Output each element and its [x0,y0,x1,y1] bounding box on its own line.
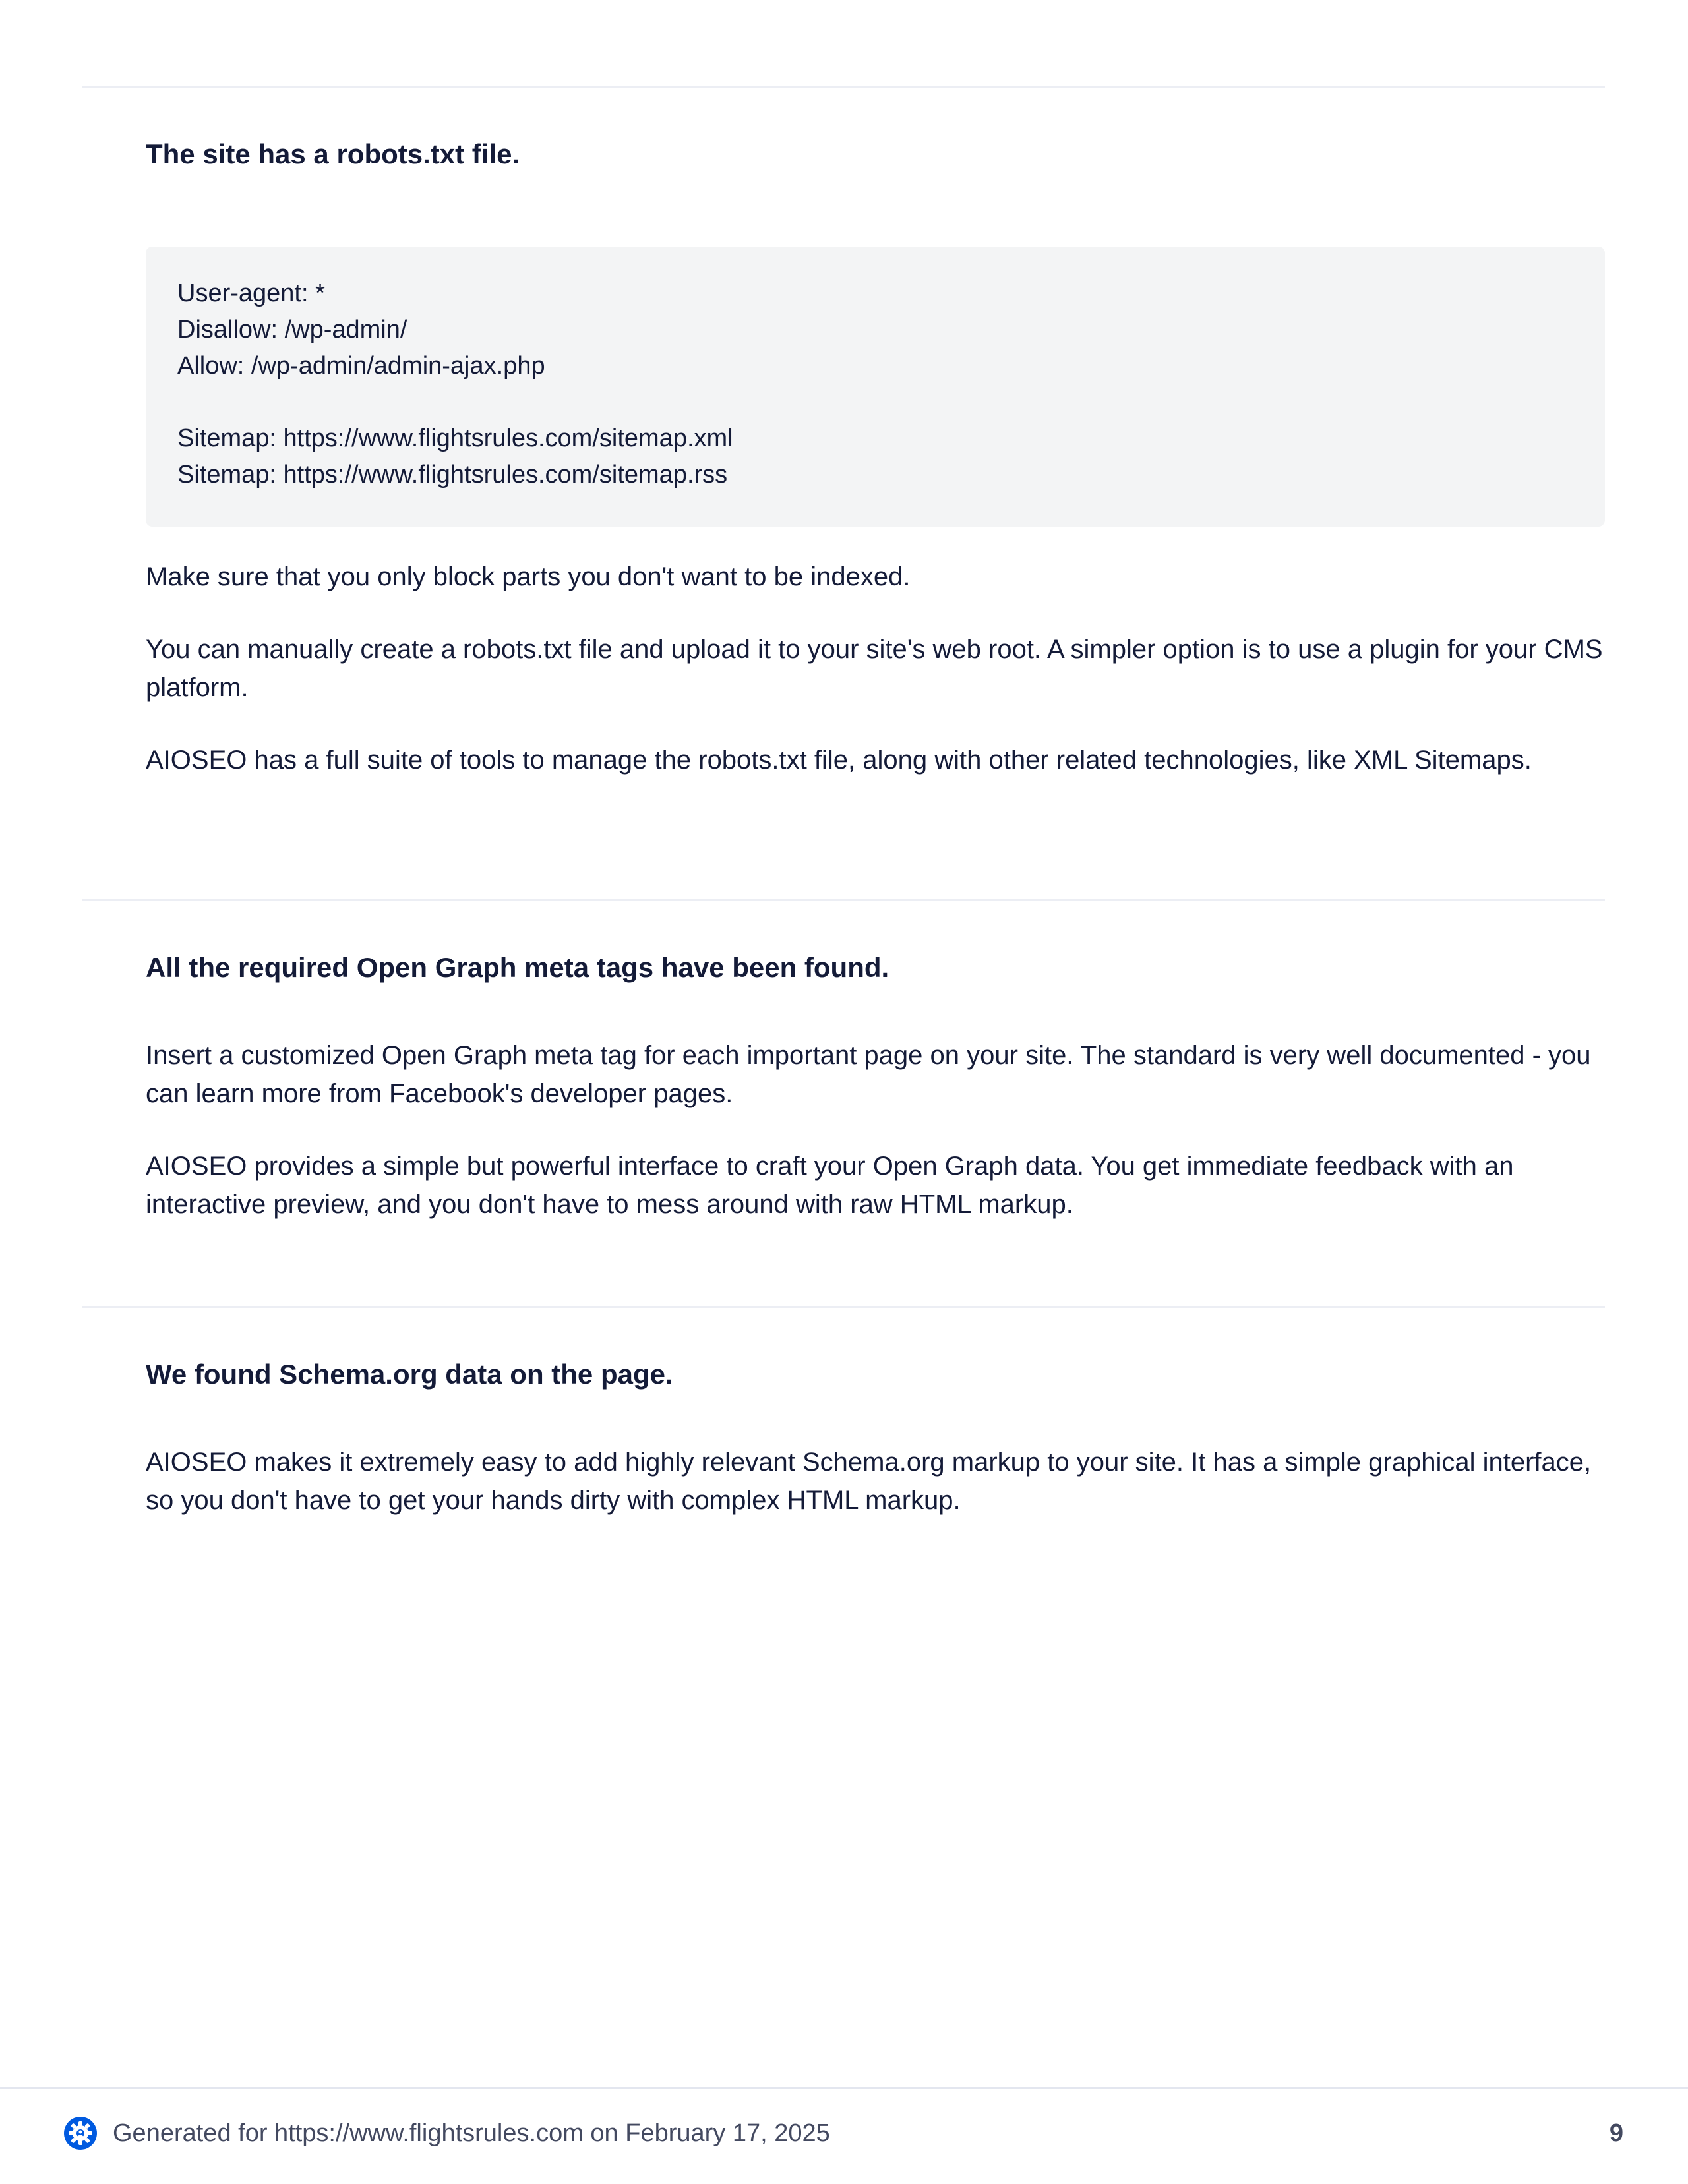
code-line [177,384,1605,421]
section-divider [82,899,1605,901]
robots-section-title: The site has a robots.txt file. [146,138,520,169]
code-line: Allow: /wp-admin/admin-ajax.php [177,352,545,380]
footer-divider [0,2087,1688,2089]
robots-paragraph-2: You can manually create a robots.txt file and upload it to your site's web root. A simpler option is to use a plugin for your CMS platform. [146,635,1603,702]
section-divider [82,1306,1605,1308]
opengraph-section-title: All the required Open Graph meta tags have been found. [146,952,889,983]
opengraph-paragraph-1: Insert a customized Open Graph meta tag for each important page on your site. The standard is very well documented - you can learn more from Facebook's developer pages. [146,1041,1591,1108]
section-divider [82,86,1605,88]
schema-section-title: We found Schema.org data on the page. [146,1359,673,1390]
code-line: Sitemap: https://www.flightsrules.com/sitemap.xml [177,425,733,452]
page-number: 9 [1609,2119,1623,2147]
code-line: Disallow: /wp-admin/ [177,316,407,343]
robots-paragraph-3: AIOSEO has a full suite of tools to manage the robots.txt file, along with other related technologies, like XML Sitemaps. [146,746,1532,775]
code-line: User-agent: * [177,280,325,307]
code-line: Sitemap: https://www.flightsrules.com/sitemap.rss [177,461,728,488]
footer-generated-text: Generated for https://www.flightsrules.com on February 17, 2025 [113,2119,830,2147]
robots-paragraph-1: Make sure that you only block parts you don't want to be indexed. [146,562,911,591]
schema-paragraph-1: AIOSEO makes it extremely easy to add highly relevant Schema.org markup to your site. It has a simple graphical interface, so you don't have to get your hands dirty with complex HTML markup. [146,1448,1592,1515]
robots-code-block [146,247,1605,527]
aioseo-logo-icon [63,2116,98,2150]
opengraph-paragraph-2: AIOSEO provides a simple but powerful interface to craft your Open Graph data. You get immediate feedback with an interactive preview, and you don't have to mess around with raw HTML markup. [146,1152,1514,1219]
